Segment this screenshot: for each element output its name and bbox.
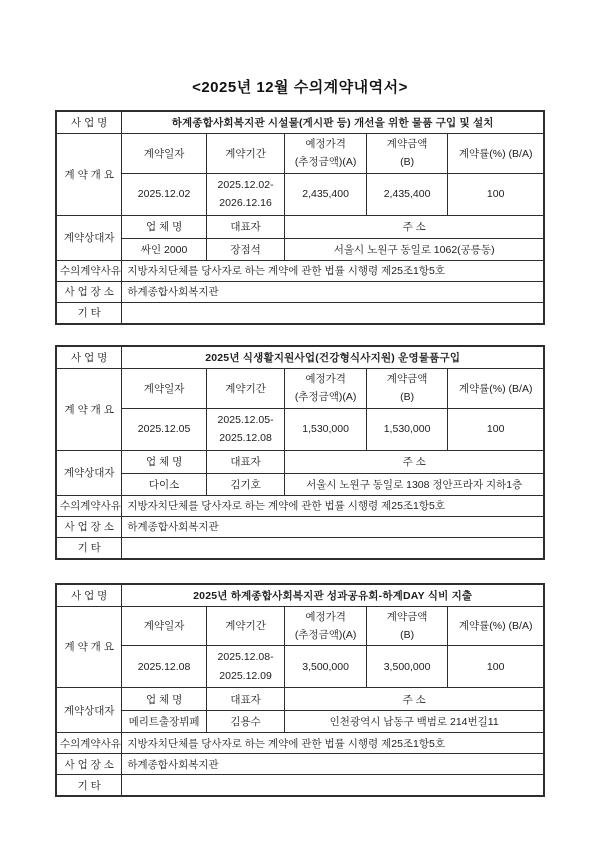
page-title: <2025년 12월 수의계약내역서> <box>192 79 408 96</box>
contract-amount-header: 계약금액 (B) <box>366 606 447 646</box>
contract-table-3 <box>55 583 545 798</box>
business-name-label: 사 업 명 <box>56 111 122 134</box>
contract-rate-header: 계약률(%) (B/A) <box>448 368 544 408</box>
business-name-value: 하계종합사회복지관 시설물(게시판 등) 개선을 위한 물품 구입 및 설치 <box>122 111 544 134</box>
contract-overview-label: 계 약 개 요 <box>56 606 122 688</box>
etc-value <box>122 775 544 797</box>
business-name-value: 2025년 식생활지원사업(건강형식사지원) 운영물품구입 <box>122 346 544 369</box>
contract-overview-label: 계 약 개 요 <box>56 134 122 216</box>
etc-value <box>122 302 544 324</box>
contract-date-header: 계약일자 <box>122 134 206 174</box>
contract-amount-value: 3,500,000 <box>366 646 447 688</box>
business-name-label: 사 업 명 <box>56 584 122 607</box>
contract-period-value: 2025.12.02- 2026.12.16 <box>206 173 285 215</box>
contract-date-header: 계약일자 <box>122 368 206 408</box>
business-name-value: 2025년 하계종합사회복지관 성과공유회-하계DAY 식비 지출 <box>122 584 544 607</box>
contract-amount-header: 계약금액 (B) <box>366 368 447 408</box>
contract-rate-header: 계약률(%) (B/A) <box>448 606 544 646</box>
address-header: 주 소 <box>285 450 544 473</box>
reason-label: 수의계약사유 <box>56 260 122 281</box>
estimated-price-header: 예정가격 (추정금액)(A) <box>285 368 366 408</box>
company-name-value: 싸인 2000 <box>122 238 206 260</box>
contract-rate-value: 100 <box>448 173 544 215</box>
business-place-label: 사 업 장 소 <box>56 281 122 302</box>
contract-period-header: 계약기간 <box>206 134 285 174</box>
estimated-price-value: 2,435,400 <box>285 173 366 215</box>
company-name-value: 다이소 <box>122 473 206 495</box>
company-name-header: 업 체 명 <box>122 450 206 473</box>
estimated-price-header: 예정가격 (추정금액)(A) <box>285 134 366 174</box>
representative-header: 대표자 <box>206 450 285 473</box>
document-body <box>55 76 545 797</box>
reason-value: 지방자치단체를 당사자로 하는 계약에 관한 법률 시행령 제25조1항5호 <box>122 260 544 281</box>
contract-table-2 <box>55 345 545 560</box>
reason-value: 지방자치단체를 당사자로 하는 계약에 관한 법률 시행령 제25조1항5호 <box>122 495 544 516</box>
contract-rate-value: 100 <box>448 408 544 450</box>
contract-rate-value: 100 <box>448 646 544 688</box>
estimated-price-header: 예정가격 (추정금액)(A) <box>285 606 366 646</box>
contract-partner-label: 계약상대자 <box>56 450 122 495</box>
estimated-price-value: 3,500,000 <box>285 646 366 688</box>
representative-value: 김기호 <box>206 473 285 495</box>
company-name-header: 업 체 명 <box>122 215 206 238</box>
etc-label: 기 타 <box>56 537 122 559</box>
contract-period-value: 2025.12.05- 2025.12.08 <box>206 408 285 450</box>
contract-date-value: 2025.12.02 <box>122 173 206 215</box>
contract-amount-header: 계약금액 (B) <box>366 134 447 174</box>
reason-value: 지방자치단체를 당사자로 하는 계약에 관한 법률 시행령 제25조1항5호 <box>122 733 544 754</box>
representative-header: 대표자 <box>206 688 285 711</box>
representative-value: 김용수 <box>206 711 285 733</box>
etc-value <box>122 537 544 559</box>
contract-period-header: 계약기간 <box>206 368 285 408</box>
business-name-label: 사 업 명 <box>56 346 122 369</box>
business-place-value: 하계종합사회복지관 <box>122 516 544 537</box>
address-value: 서울시 노원구 동일로 1062(공릉동) <box>285 238 544 260</box>
business-place-label: 사 업 장 소 <box>56 754 122 775</box>
contract-date-value: 2025.12.05 <box>122 408 206 450</box>
contract-overview-label: 계 약 개 요 <box>56 368 122 450</box>
contract-date-value: 2025.12.08 <box>122 646 206 688</box>
business-place-value: 하계종합사회복지관 <box>122 281 544 302</box>
business-place-label: 사 업 장 소 <box>56 516 122 537</box>
representative-value: 장점석 <box>206 238 285 260</box>
representative-header: 대표자 <box>206 215 285 238</box>
address-value: 서울시 노원구 동일로 1308 정안프라자 지하1층 <box>285 473 544 495</box>
contract-amount-value: 1,530,000 <box>366 408 447 450</box>
contract-partner-label: 계약상대자 <box>56 215 122 260</box>
contract-period-value: 2025.12.08- 2025.12.09 <box>206 646 285 688</box>
reason-label: 수의계약사유 <box>56 495 122 516</box>
business-place-value: 하계종합사회복지관 <box>122 754 544 775</box>
company-name-header: 업 체 명 <box>122 688 206 711</box>
address-header: 주 소 <box>285 688 544 711</box>
estimated-price-value: 1,530,000 <box>285 408 366 450</box>
contract-partner-label: 계약상대자 <box>56 688 122 733</box>
etc-label: 기 타 <box>56 775 122 797</box>
company-name-value: 메리트출장뷔페 <box>122 711 206 733</box>
address-header: 주 소 <box>285 215 544 238</box>
contract-period-header: 계약기간 <box>206 606 285 646</box>
reason-label: 수의계약사유 <box>56 733 122 754</box>
address-value: 인천광역시 남동구 백범로 214번길11 <box>285 711 544 733</box>
contract-amount-value: 2,435,400 <box>366 173 447 215</box>
contract-rate-header: 계약률(%) (B/A) <box>448 134 544 174</box>
contract-table-1 <box>55 110 545 325</box>
etc-label: 기 타 <box>56 302 122 324</box>
contract-date-header: 계약일자 <box>122 606 206 646</box>
